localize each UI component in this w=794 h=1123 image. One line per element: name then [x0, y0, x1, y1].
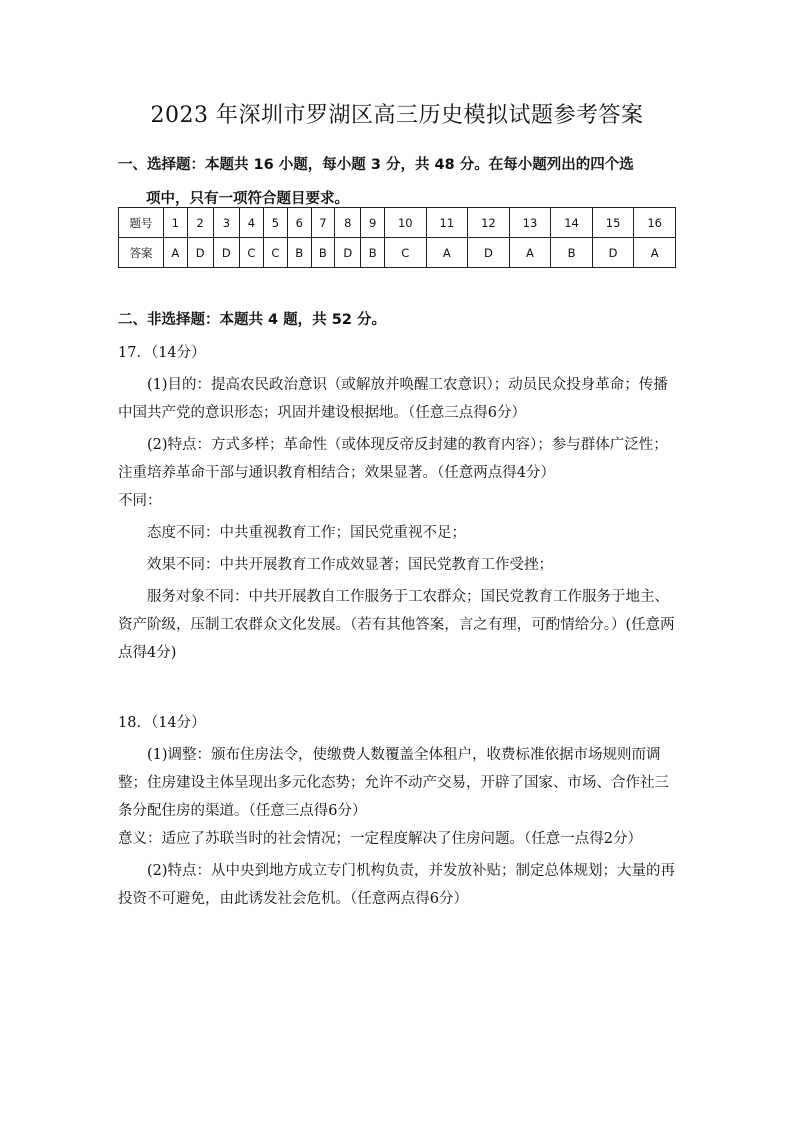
answer-table-number-row [119, 208, 676, 238]
answer-table-answer-row [119, 238, 676, 268]
q18-significance: 意义：适应了苏联当时的社会情况；一定程度解决了住房问题。（任意一点得2分） [118, 831, 642, 847]
section-1-line-1: 一、选择题：本题共 16 小题，每小题 3 分，共 48 分。在每小题列出的四个选 [118, 157, 634, 173]
cell-number: 13 [509, 208, 551, 238]
q17-header: 17．（14分） [118, 345, 206, 361]
cell-answer: B [311, 238, 335, 268]
cell-answer: A [634, 238, 676, 268]
row-label-answer: 答案 [119, 238, 164, 268]
cell-answer: D [335, 238, 361, 268]
q17-effect: 效果不同：中共开展教育工作成效显著；国民党教育工作受挫； [147, 557, 553, 573]
cell-answer: D [468, 238, 510, 268]
cell-number: 7 [311, 208, 335, 238]
cell-answer: B [287, 238, 311, 268]
cell-answer: B [361, 238, 385, 268]
cell-answer: C [263, 238, 287, 268]
q18-part-2: (2)特点：从中央到地方成立专门机构负责，并发放补贴；制定总体规划；大量的再投资不可避免，由此诱发社会危机。（任意两点得6分） [118, 863, 676, 907]
question-17 [118, 339, 678, 667]
cell-number: 16 [634, 208, 676, 238]
cell-answer: D [187, 238, 213, 268]
cell-number: 15 [592, 208, 634, 238]
section-2-heading: 二、非选择题：本题共 4 题，共 52 分。 [118, 312, 386, 328]
cell-number: 14 [551, 208, 593, 238]
q17-part-1: (1)目的：提高农民政治意识（或解放并唤醒工农意识）；动员民众投身革命；传播中国共产党的意识形态；巩固并建设根据地。（任意三点得6分） [118, 377, 668, 421]
section-1-line-2: 项中，只有一项符合题目要求。 [146, 191, 349, 207]
cell-number: 10 [384, 208, 426, 238]
cell-answer: A [164, 238, 188, 268]
cell-number: 3 [213, 208, 239, 238]
cell-number: 12 [468, 208, 510, 238]
q17-attitude: 态度不同：中共重视教育工作；国民党重视不足； [147, 525, 466, 541]
cell-answer: A [426, 238, 468, 268]
cell-number: 9 [361, 208, 385, 238]
answer-table [118, 207, 676, 268]
cell-answer: D [213, 238, 239, 268]
page-title: 2023 年深圳市罗湖区高三历史模拟试题参考答案 [150, 103, 644, 128]
cell-number: 11 [426, 208, 468, 238]
cell-number: 5 [263, 208, 287, 238]
cell-number: 8 [335, 208, 361, 238]
cell-number: 4 [239, 208, 263, 238]
cell-number: 2 [187, 208, 213, 238]
cell-answer: A [509, 238, 551, 268]
q18-header: 18．（14分） [118, 715, 206, 731]
cell-answer: B [551, 238, 593, 268]
cell-number: 6 [287, 208, 311, 238]
cell-answer: D [592, 238, 634, 268]
q18-part-1: (1)调整：颁布住房法令，使缴费人数覆盖全体租户，收费标准依据市场规则而调整；住房建设主体呈现出多元化态势；允许不动产交易，开辟了国家、市场、合作社三条分配住房的渠道。（任意三点得6分） [118, 747, 669, 819]
section-1-heading [118, 148, 678, 216]
q17-part-2: (2)特点：方式多样；革命性（或体现反帝反封建的教育内容）；参与群体广泛性；注重培养革命干部与通识教育相结合；效果显著。（任意两点得4分） [118, 437, 668, 481]
row-label-number: 题号 [119, 208, 164, 238]
cell-answer: C [239, 238, 263, 268]
cell-answer: C [384, 238, 426, 268]
cell-number: 1 [164, 208, 188, 238]
q17-service-target: 服务对象不同：中共开展教自工作服务于工农群众；国民党教育工作服务于地主、资产阶级，压制工农群众文化发展。（若有其他答案，言之有理，可酌情给分。）(任意两点得4分) [118, 589, 675, 661]
q17-difference-label: 不同： [118, 493, 162, 509]
question-18 [118, 709, 678, 913]
